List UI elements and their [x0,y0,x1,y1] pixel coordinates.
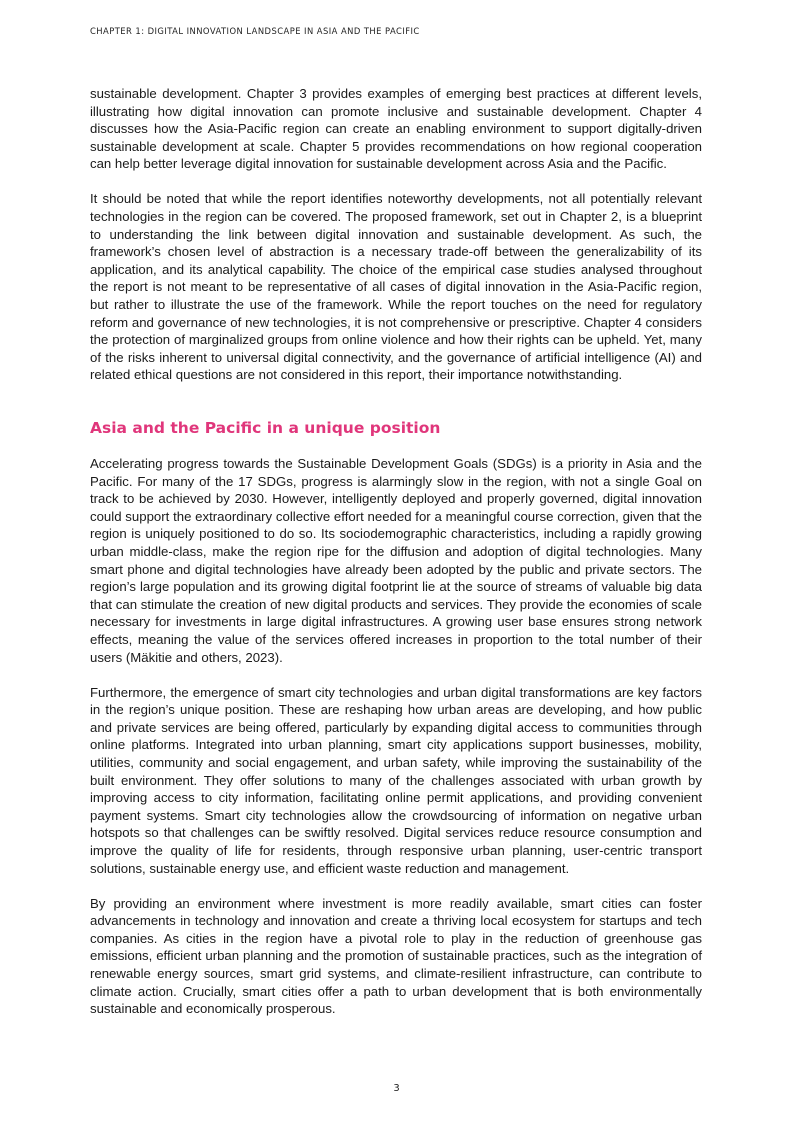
paragraph-sdg-progress: Accelerating progress towards the Sustainable Development Goals (SDGs) is a priority in Asia and the Pacific. For many of the 17 SDGs, progress is alarmingly slow in the region, with not a single Goal on track to be achieved by 2030. However, intelligently deployed and properly governed, digital innovation could support the extraordinary collective effort needed for a meaningful course correction, given that the region is uniquely positioned to do so. Its sociodemographic characteristics, including a rapidly growing urban middle-class, make the region ripe for the diffusion and adoption of digital technologies. Many smart phone and digital technologies have already been adopted by the public and private sectors. The region’s large population and its growing digital footprint lie at the source of streams of valuable big data that can stimulate the creation of new digital products and services. They provide the economies of scale necessary for investments in large digital infrastructures. A growing user base ensures strong network effects, meaning the value of the services offered increases in proportion to the total number of their users (Mäkitie and others, 2023). [90,456,702,665]
paragraph-chapter-overview: sustainable development. Chapter 3 provides examples of emerging best practices at different levels, illustrating how digital innovation can promote inclusive and sustainable development. Chapter 4 discusses how the Asia-Pacific region can create an enabling environment to support digitally-driven sustainable development at scale. Chapter 5 provides recommendations on how regional cooperation can help better leverage digital innovation for sustainable development across Asia and the Pacific. [90,86,702,172]
paragraph-report-scope: It should be noted that while the report identifies noteworthy developments, not all potentially relevant technologies in the region can be covered. The proposed framework, set out in Chapter 2, is a blueprint to understanding the link between digital innovation and sustainable development. As such, the framework’s chosen level of abstraction is a necessary trade-off between the generalizability of its application, and its analytical capability. The choice of the empirical case studies analysed throughout the report is not meant to be representative of all cases of digital innovation in the Asia-Pacific region, but rather to illustrate the use of the framework. While the report touches on the need for regulatory reform and governance of new technologies, it is not comprehensive or prescriptive. Chapter 4 considers the protection of marginalized groups from online violence and how their rights can be upheld. Yet, many of the risks inherent to universal digital connectivity, and the governance of artificial intelligence (AI) and related ethical questions are not considered in this report, their importance notwithstanding. [90,191,702,383]
paragraph-investment: By providing an environment where investment is more readily available, smart cities can foster advancements in technology and innovation and create a thriving local ecosystem for startups and tech companies. As cities in the region have a pivotal role to play in the reduction of greenhouse gas emissions, efficient urban planning and the promotion of sustainable practices, such as the integration of renewable energy sources, smart grid systems, and climate-resilient infrastructure, can contribute to climate action. Crucially, smart cities offer a path to urban development that is both environmentally sustainable and economically prosperous. [90,895,702,1017]
section-heading: Asia and the Pacific in a unique position [90,419,441,437]
running-header: CHAPTER 1: DIGITAL INNOVATION LANDSCAPE IN ASIA AND THE PACIFIC [90,26,420,36]
paragraph-smart-cities: Furthermore, the emergence of smart city technologies and urban digital transformations are key factors in the region’s unique position. These are reshaping how urban areas are developing, and how public and private services are being offered, particularly by expanding digital access to communities through online platforms. Integrated into urban planning, smart city applications support businesses, mobility, utilities, community and social engagement, and urban safety, while improving the sustainability of the built environment. They offer solutions to many of the challenges associated with urban growth by improving access to city information, facilitating online permit applications, and providing convenient payment systems. Smart city technologies allow the crowdsourcing of information on negative urban hotspots so that challenges can be swiftly resolved. Digital services reduce resource consumption and improve the quality of life for residents, through responsive urban planning, user-centric transport solutions, sustainable energy use, and efficient waste reduction and management. [90,684,702,876]
page-number: 3 [393,1083,400,1094]
main-content [90,85,702,1018]
